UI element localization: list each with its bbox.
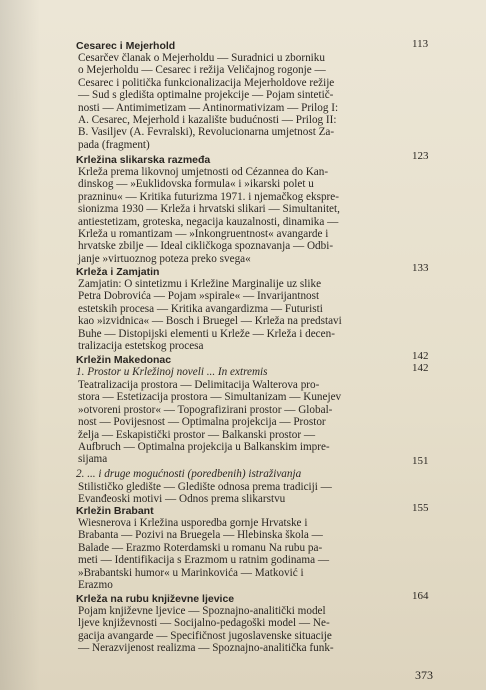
description-line: estetskih procesa — Kritika avangardizma — Futuristi xyxy=(78,302,323,315)
description-line: Stilističko gledište — Gledište odnosa prema tradiciji — xyxy=(78,481,332,493)
page-folio-number: 373 xyxy=(415,668,433,682)
subsection-page-number: 151 xyxy=(412,455,429,467)
description-line: »Brabantski humor« u Marinkovića — Matković i xyxy=(78,566,304,579)
description-line: Cesarčev članak o Mejerholdu — Suradnici u zborniku xyxy=(78,52,325,64)
description-line: Cesarec i politička funkcionalizacija Mejerholdove režije xyxy=(78,76,335,89)
description-line: Aufbruch — Optimalna projekcija u Balkanskim impre- xyxy=(78,441,330,454)
description-line: nost — Povijesnost — Optimalna projekcija — Prostor xyxy=(78,416,326,429)
description-line: — Nerazvijenost realizma — Spoznajno-analitička funk- xyxy=(78,642,334,655)
toc-entry xyxy=(76,154,426,166)
description-line: nosti — Antimimetizam — Antinormativizam — Prilog I: xyxy=(78,101,339,114)
entry-page-number: 142 xyxy=(412,350,429,362)
description-line: sionizma 1930 — Krleža i hrvatski slikari — Simultanitet, xyxy=(78,203,340,216)
subsection-page-number: 142 xyxy=(412,362,429,374)
entry-description xyxy=(76,605,426,655)
entry-description xyxy=(76,278,426,352)
entry-title: Krleža na rubu književne ljevice xyxy=(76,593,235,605)
description-line: Balade — Erazmo Roterdamski u romanu Na rubu pa- xyxy=(78,541,323,554)
description-line: kao »izvidnica« — Bosch i Bruegel — Krleža na predstavi xyxy=(78,315,342,328)
description-line: želja — Eskapistički prostor — Balkanski prostor — xyxy=(78,428,316,441)
description-line: Teatralizacija prostora — Delimitacija Walterova pro- xyxy=(78,379,320,391)
description-line: gacija avangarde — Specifičnost jugoslavenske situacije xyxy=(78,629,332,642)
entry-description xyxy=(76,481,426,506)
subsection xyxy=(76,366,426,378)
description-line: »otvoreni prostor« — Topografizirani prostor — Global- xyxy=(78,403,333,416)
entry-page-number: 164 xyxy=(412,590,429,602)
description-line: janje »virtuoznog poteza preko svega« xyxy=(78,252,251,265)
description-line: o Mejerholdu — Cesarec i režija Veličajnog rogonje — xyxy=(78,64,326,77)
description-line: meti — Identifikacija s Erazmom u ratnim godinama — xyxy=(78,554,330,567)
description-line: Pojam književne ljevice — Spoznajno-analitički model xyxy=(78,605,326,617)
entry-description xyxy=(76,379,426,466)
entry-description xyxy=(76,166,426,265)
description-line: Erazmo xyxy=(78,579,113,592)
description-line: Evanđeoski motivi — Odnos prema slikarstvu xyxy=(78,493,286,506)
description-line: Petra Dobrovića — Pojam »spirale« — Invarijantnost xyxy=(78,290,320,303)
description-line: ljeve književnosti — Socijalno-pedagoški model — Ne- xyxy=(78,617,330,630)
entry-title: Cesarec i Mejerhold xyxy=(76,40,176,52)
description-line: antiestetizam, groteska, negacija kauzalnosti, dinamika — xyxy=(78,215,339,228)
entry-page-number: 113 xyxy=(412,38,429,50)
subsection xyxy=(76,468,426,480)
description-line: B. Vasiljev (A. Fevralski), Revolucionarna umjetnost Za- xyxy=(78,126,335,139)
description-line: Buhe — Distopijski elementi u Krleže — Krleža i decen- xyxy=(78,327,335,340)
description-line: — Sud s gledišta optimalne projekcije — Pojam sintetič- xyxy=(78,89,334,102)
entry-description xyxy=(76,517,426,591)
subsection-title: 2. ... i druge mogućnosti (poredbenih) istraživanja xyxy=(76,468,302,480)
description-line: stora — Estetizacija prostora — Simultanizam — Kunejev xyxy=(78,391,342,404)
toc-entry xyxy=(76,266,426,278)
description-line: Zamjatin: O sintetizmu i Krležine Marginalije uz slike xyxy=(78,278,322,290)
entry-page-number: 133 xyxy=(412,262,429,274)
description-line: Krleža prema likovnoj umjetnosti od Cézannea do Kan- xyxy=(78,166,329,178)
subsection-title: 1. Prostor u Krležinoj noveli ... In extremis xyxy=(76,366,268,378)
toc-entry xyxy=(76,505,426,517)
description-line: Wiesnerova i Krležina usporedba gornje Hrvatske i xyxy=(78,517,308,529)
toc-entry xyxy=(76,354,426,366)
entry-title: Krležin Brabant xyxy=(76,505,154,517)
toc-entry xyxy=(76,593,426,605)
entry-page-number: 123 xyxy=(412,150,429,162)
description-line: hrvatske zbilje — Ideal cikličkoga spoznavanja — Odbi- xyxy=(78,240,334,253)
description-line: sijama xyxy=(78,453,108,466)
entry-description xyxy=(76,52,426,151)
entry-title: Krležina slikarska razmeđa xyxy=(76,154,211,166)
description-line: Krleža u romantizam — »Inkongruentnost« avangarde i xyxy=(78,228,329,241)
entry-page-number: 155 xyxy=(412,502,429,514)
entry-title: Krležin Makedonac xyxy=(76,354,172,366)
description-line: prazninu« — Kritika futurizma 1971. i njemačkog ekspre- xyxy=(78,190,339,203)
description-line: Brabanta — Pozivi na Bruegela — Hlebinska škola — xyxy=(78,529,323,542)
description-line: A. Cesarec, Mejerhold i kazalište budućnosti — Prilog II: xyxy=(78,114,337,127)
description-line: dinskog — »Euklidovska formula« i »ikarski polet u xyxy=(78,178,314,191)
description-line: pada (fragment) xyxy=(78,138,150,151)
description-line: tralizacija estetskog procesa xyxy=(78,340,204,353)
toc-entry xyxy=(76,40,426,52)
entry-title: Krleža i Zamjatin xyxy=(76,266,160,278)
